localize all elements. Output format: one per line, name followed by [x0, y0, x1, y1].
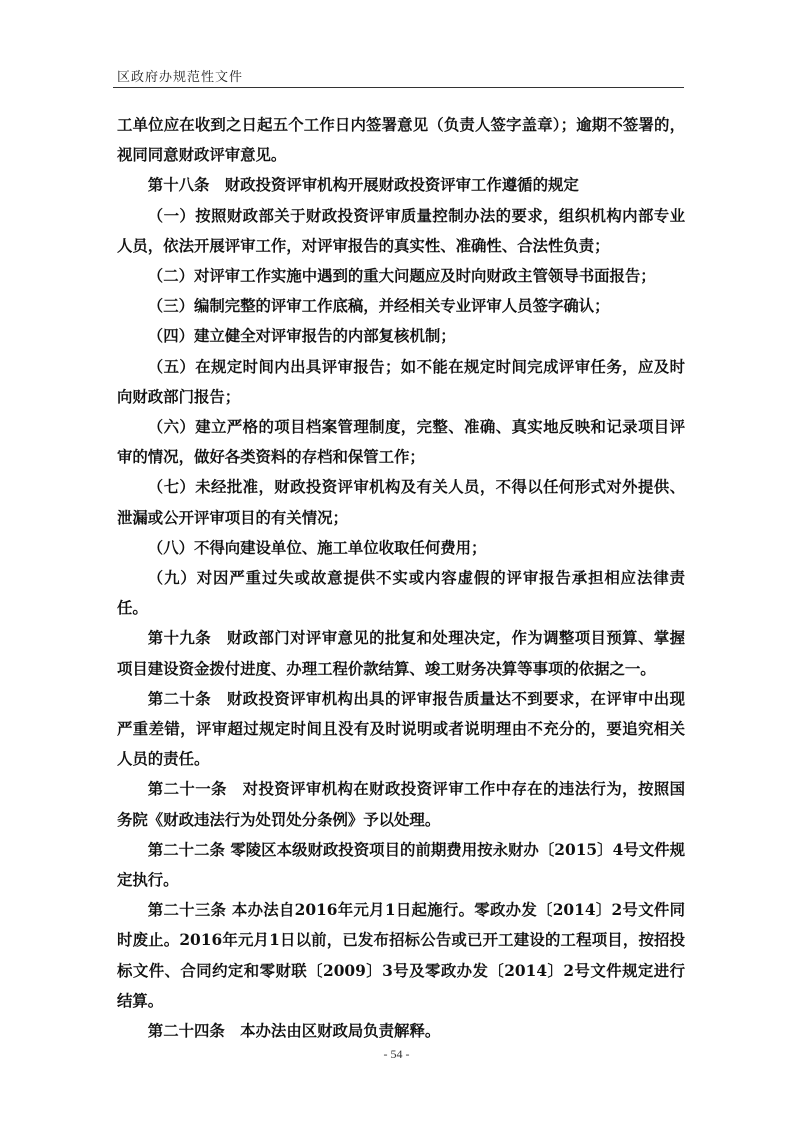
header-divider	[113, 87, 684, 88]
article-23: 第二十三条 本办法自2016年元月1日起施行。零政办发〔2014〕2号文件同时废止。2016年元月1日以前，已发布招标公告或已开工建设的工程项目，按招投标文件、合同约定和零财联〔2009〕3号及零政办发〔2014〕2号文件规定进行结算。	[117, 901, 685, 1010]
article-18-item-3: （三）编制完整的评审工作底稿，并经相关专业评审人员签字确认；	[147, 297, 610, 316]
article-18-item-6: （六）建立严格的项目档案管理制度，完整、准确、真实地反映和记录项目评审的情况，做好各类资料的存档和保管工作；	[117, 418, 685, 467]
article-19: 第十九条 财政部门对评审意见的批复和处理决定，作为调整项目预算、掌握项目建设资金拨付进度、办理工程价款结算、竣工财务决算等事项的依据之一。	[117, 629, 685, 678]
paragraph-continuation: 工单位应在收到之日起五个工作日内签署意见（负责人签字盖章）；逾期不签署的，视同同意财政评审意见。	[117, 116, 685, 165]
page-number: - 54 -	[383, 1047, 410, 1061]
article-18-item-9: （九）对因严重过失或故意提供不实或内容虚假的评审报告承担相应法律责任。	[117, 569, 685, 618]
article-18-item-5: （五）在规定时间内出具评审报告；如不能在规定时间完成评审任务，应及时向财政部门报告；	[117, 357, 685, 406]
article-18-item-2: （二）对评审工作实施中遇到的重大问题应及时向财政主管领导书面报告；	[147, 267, 656, 286]
article-21: 第二十一条 对投资评审机构在财政投资评审工作中存在的违法行为，按照国务院《财政违法行为处罚处分条例》予以处理。	[117, 780, 685, 829]
document-header: 区政府办规范性文件	[117, 70, 244, 85]
article-18-heading: 第十八条 财政投资评审机构开展财政投资评审工作遵循的规定	[147, 176, 579, 195]
article-24: 第二十四条 本办法由区财政局负责解释。	[147, 1022, 441, 1041]
article-22: 第二十二条 零陵区本级财政投资项目的前期费用按永财办〔2015〕4号文件规定执行。	[117, 840, 685, 890]
article-20: 第二十条 财政投资评审机构出具的评审报告质量达不到要求，在评审中出现严重差错，评审超过规定时间且没有及时说明或者说明理由不充分的，要追究相关人员的责任。	[117, 689, 685, 769]
article-18-item-7: （七）未经批准，财政投资评审机构及有关人员，不得以任何形式对外提供、泄漏或公开评审项目的有关情况；	[117, 478, 685, 527]
document-body	[117, 110, 685, 1046]
article-18-item-4: （四）建立健全对评审报告的内部复核机制；	[147, 327, 456, 346]
article-18-item-1: （一）按照财政部关于财政投资评审质量控制办法的要求，组织机构内部专业人员，依法开展评审工作，对评审报告的真实性、准确性、合法性负责；	[117, 206, 685, 255]
article-18-item-8: （八）不得向建设单位、施工单位收取任何费用；	[147, 538, 487, 557]
